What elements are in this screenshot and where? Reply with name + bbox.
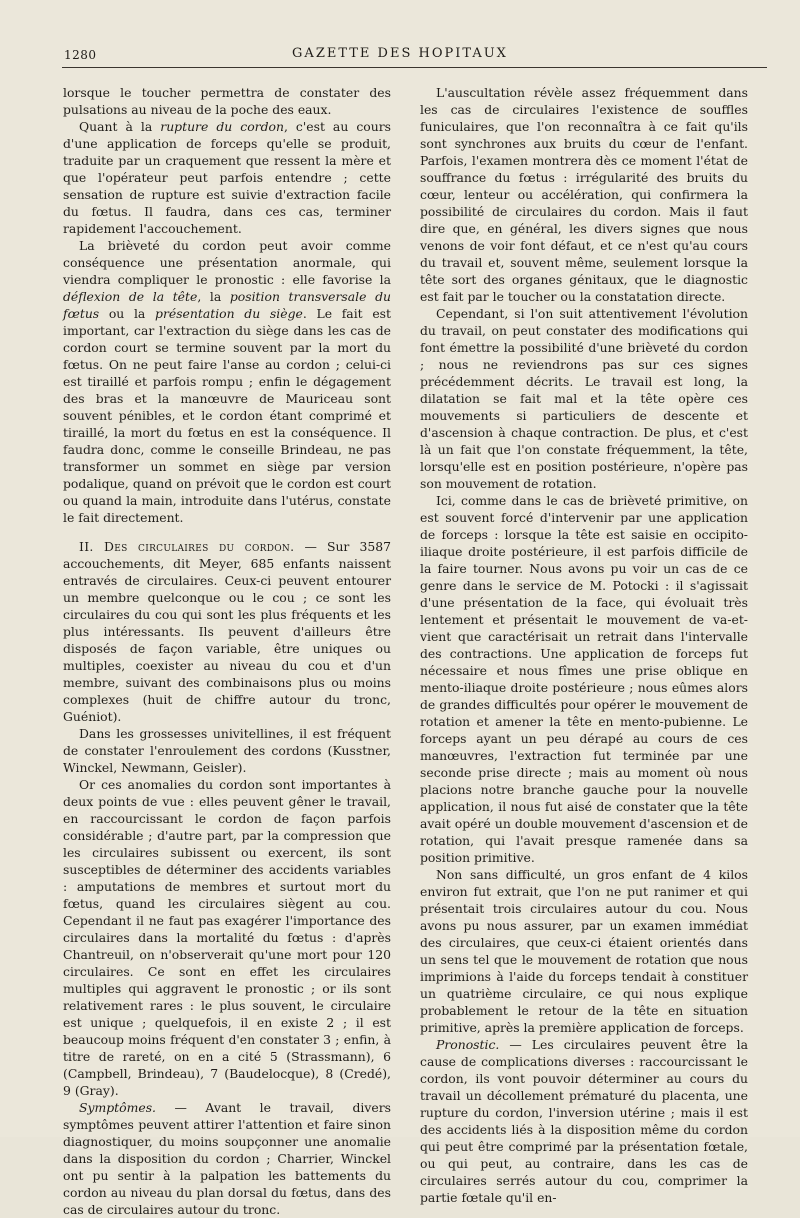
right-paragraph-evolution: Cependant, si l'on suit attentivement l'évolution du travail, on peut constater des modifications qui font émettre la possibilité d'une brièveté du cordon ; nous ne reviendrons pas sur ces signes précédemment décrits. Le travail est long, la dilatation se fait mal et la tête opère ces mouvements si particuliers de descente et d'ascension à chaque contraction. De plus, et c'est là un fait que l'on constate fréquemment, la tête, lorsqu'elle est en position postérieure, n'opère pas son mouvement de rotation. <box>420 306 748 491</box>
left-paragraph-brievete <box>63 237 391 526</box>
header-rule <box>62 67 767 68</box>
subsection-heading: Pronostic. <box>436 1037 500 1052</box>
italic-term: présentation du siège <box>155 306 303 321</box>
text-run: — Les circulaires peuvent être la cause de complications diverses : raccourcissant le cordon, ils vont pouvoir déterminer au cours du travail un décollement prématuré du placenta, une rupture du cordon, l'inversion utérine ; mais il est des accidents liés à la disposition même du cordon qui peut être comprimé par la présentation fœtale, ou qui peut, au contraire, dans les cas de circulaires serrés autour du cou, comprimer la partie fœtale qu'il en- <box>420 1037 748 1205</box>
left-paragraph-1: lorsque le toucher permettra de constater des pulsations au niveau de la poche des eaux. <box>63 85 391 117</box>
left-paragraph-symptomes <box>63 1099 391 1218</box>
page-number: 1280 <box>64 48 97 62</box>
text-run: Quant à la <box>79 119 161 134</box>
right-column <box>420 84 748 1206</box>
left-paragraph-univitellines: Dans les grossesses univitellines, il est fréquent de constater l'enroulement des cordons (Kusstner, Winckel, Newmann, Geisler). <box>63 726 391 775</box>
text-run: — Avant le travail, divers symptômes peuvent attirer l'attention et faire sinon diagnostiquer, du moins soupçonner une anomalie dans la disposition du cordon ; Charrier, Winckel ont pu sentir à la palpation les battements du cordon au niveau du plan dorsal du fœtus, dans des cas de circulaires autour du tronc. <box>63 1100 391 1217</box>
page-header <box>0 44 800 68</box>
right-paragraph-pronostic <box>420 1036 748 1206</box>
text-run: — Sur 3587 accouchements, dit Meyer, 685 enfants naissent entravés de circulaires. Ceux-ci peuvent entourer un membre quelconque ou le cou ; ce sont les circulaires du cou qui sont les plus fréquents et les plus intéressants. Ils peuvent d'ailleurs être disposés de façon variable, être uniques ou multiples, coexister au niveau du cou et d'un membre, suivant des combinaisons plus ou moins complexes (huit de chiffre autour du tronc, Guéniot). <box>63 539 391 724</box>
text-run: , la <box>197 289 230 304</box>
left-paragraph-anomalies: Or ces anomalies du cordon sont importantes à deux points de vue : elles peuvent gêner le travail, en raccourcissant le cordon de façon parfois considérable ; d'autre part, par la compression que les circulaires subissent ou exercent, ils sont susceptibles de déterminer des accidents variables : amputations de membres et surtout mort du fœtus, quand les circulaires siègent au cou. Cependant il ne faut pas exagérer l'importance des circulaires dans la mortalité du fœtus : d'après Chantreuil, on n'observerait qu'une mort pour 120 circulaires. Ce sont en effet les circulaires multiples qui aggravent le pronostic ; or ils sont relativement rares : le plus souvent, le circulaire est unique ; quelquefois, il en existe 2 ; il est beaucoup moins fréquent d'en constater 3 ; enfin, à titre de rareté, on en a cité 5 (Strassmann), 6 (Campbell, Brindeau), 7 (Baudelocque), 8 (Credé), 9 (Gray). <box>63 777 391 1098</box>
section-heading: II. Des circulaires du cordon. <box>79 539 295 554</box>
right-paragraph-enfant: Non sans difficulté, un gros enfant de 4 kilos environ fut extrait, que l'on ne put ranimer et qui présentait trois circulaires autour du cou. Nous avons pu nous assurer, par un examen immédiat des circulaires, que ceux-ci étaient orientés dans un sens tel que le mouvement de rotation que nous imprimions à l'aide du forceps tendait à constituer un quatrième circulaire, ce qui nous explique probablement le retour de la tête en situation primitive, après la première application de forceps. <box>420 867 748 1035</box>
running-title: GAZETTE DES HOPITAUX <box>292 46 508 61</box>
left-column <box>63 84 391 1218</box>
italic-term: rupture du cordon <box>160 119 284 134</box>
right-paragraph-forceps: Ici, comme dans le cas de brièveté primitive, on est souvent forcé d'intervenir par une application de forceps : lorsque la tête est saisie en occipito-iliaque droite postérieure, il est parfois difficile de la faire tourner. Nous avons pu voir un cas de ce genre dans le service de M. Potocki : il s'agissait d'une présentation de la face, qui évoluait très lentement et présentait le mouvement de va-et-vient que caractérisait un retrait dans l'intervalle des contractions. Une application de forceps fut nécessaire et nous fîmes une prise oblique en mento-iliaque droite postérieure ; nous eûmes alors de grandes difficultés pour opérer le mouvement de rotation et amener la tête en mento-pubienne. Le forceps ayant un peu dérapé au cours de ces manœuvres, l'extraction fut terminée par une seconde prise directe ; mais au moment où nous placions notre branche gauche pour la nouvelle application, il nous fut aisé de constater que la tête avait opéré un double mouvement d'ascension et de rotation, qui l'avait presque ramenée dans sa position primitive. <box>420 493 748 865</box>
subsection-heading: Symptômes. <box>79 1100 156 1115</box>
right-paragraph-auscultation: L'auscultation révèle assez fréquemment dans les cas de circulaires l'existence de souffles funiculaires, que l'on reconnaîtra à ce fait qu'ils sont synchrones aux bruits du cœur de l'enfant. Parfois, l'examen montrera dès ce moment l'état de souffrance du fœtus : irrégularité des bruits du cœur, lenteur ou accélération, qui confirmera la possibilité de circulaires du cordon. Mais il faut dire que, en général, les divers signes que nous venons de voir font défaut, et ce n'est qu'au cours du travail et, souvent même, seulement lorsque la tête sort des organes génitaux, que le diagnostic est fait par le toucher ou la constatation directe. <box>420 85 748 304</box>
text-run: , c'est au cours d'une application de forceps qu'elle se produit, traduite par un craquement que ressent la mère et que l'opérateur peut parfois entendre ; cette sensation de rupture est suivie d'extraction facile du fœtus. Il faudra, dans ces cas, terminer rapidement l'accouchement. <box>63 119 391 236</box>
italic-term: déflexion de la tête <box>63 289 198 304</box>
italic-term: position transversale du fœtus <box>63 289 391 321</box>
text-run: ou la <box>99 306 156 321</box>
text-run: . Le fait est important, car l'extraction du siège dans les cas de cordon court se termine souvent par la mort du fœtus. On ne peut faire l'anse au cordon ; celui-ci est tiraillé et parfois rompu ; enfin le dégagement des bras et la manœuvre de Mauriceau sont souvent pénibles, et le cordon étant comprimé et tiraillé, la mort du fœtus en est la conséquence. Il faudra donc, comme le conseille Brindeau, ne pas transformer un sommet en siège par version podalique, quand on prévoit que le cordon est court ou quand la main, introduite dans l'utérus, constate le fait directement. <box>63 306 391 525</box>
text-run: La brièveté du cordon peut avoir comme conséquence une présentation anormale, qui viendra compliquer le pronostic : elle favorise la <box>63 238 391 287</box>
left-section-circulaires <box>63 538 391 725</box>
left-paragraph-rupture <box>63 118 391 237</box>
